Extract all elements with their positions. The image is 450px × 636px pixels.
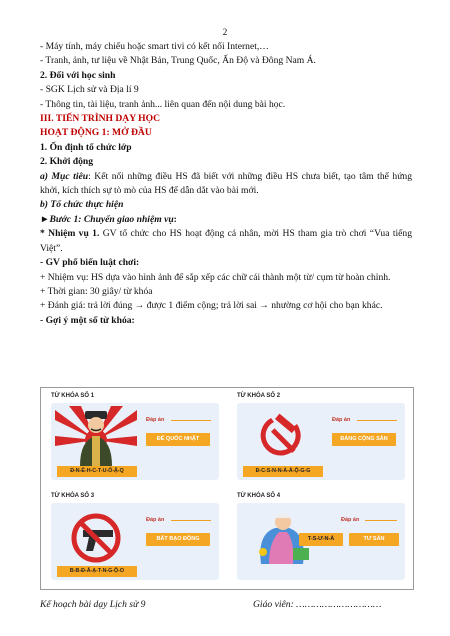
keywords-heading: - Gợi ý một số từ khóa:	[40, 314, 135, 326]
section-heading: b) Tổ chức thực hiện	[40, 199, 124, 211]
scrambled-letters: Đ-N-Ế-H-C-T-U-Ố-Ậ-Q	[57, 466, 137, 477]
keyword-panel	[51, 403, 219, 480]
keyword-title: TỪ KHÓA SỐ 4	[237, 493, 281, 499]
objective-text: : Kết nối những điều HS đã biết với những điều HS chưa biết, tạo tâm thế hứng khởi, kích thích sự tò mò của HS để dẫn dắt vào bài mới.	[40, 170, 412, 197]
text-line: + Đánh giá: trả lời đúng → được 1 điểm cộng; trả lời sai → nhường cơ hội cho bạn khác.	[40, 300, 383, 312]
task-paragraph	[40, 227, 412, 256]
step-heading	[40, 213, 412, 227]
scrambled-letters: T-S-Ư-N-Ả	[299, 533, 343, 546]
scrambled-letters: B-B-Đ-Ấ-Ạ-T-N-G-Ộ-O	[57, 566, 137, 577]
task-text: GV tổ chức cho HS hoạt động cá nhân, mời HS tham gia trò chơi “Vua tiếng Việt”.	[40, 228, 413, 254]
objective-label: a) Mục tiêu	[40, 170, 89, 182]
no-gun-icon	[55, 506, 137, 566]
keyword-title: TỪ KHÓA SỐ 1	[51, 393, 95, 399]
rules-heading: - GV phổ biến luật chơi:	[40, 257, 140, 269]
text-line: - Thông tin, tài liệu, tranh ảnh... liên quan đến nội dung bài học.	[40, 98, 286, 110]
page-number: 2	[222, 27, 228, 37]
main-heading: III. TIẾN TRÌNH DẠY HỌC	[40, 113, 161, 125]
step-label: Bước 1: Chuyển giao nhiệm vụ	[49, 213, 174, 225]
answer-divider	[171, 420, 211, 421]
keyword-panel	[51, 503, 219, 580]
task-label: * Nhiệm vụ 1.	[40, 228, 100, 240]
keyword-panel	[237, 503, 405, 580]
answer-box: ĐẢNG CỘNG SẢN	[332, 433, 396, 446]
keyword-card-4	[231, 490, 409, 584]
answer-box: ĐẾ QUỐC NHẬT	[146, 433, 210, 446]
text-line: + Thời gian: 30 giây/ từ khóa	[40, 285, 153, 297]
triangle-bullet-icon: ►	[40, 213, 50, 225]
keyword-game-image	[40, 387, 414, 590]
answer-label: Đáp án	[341, 517, 360, 523]
hammer-sickle-icon	[241, 406, 323, 466]
keyword-panel	[237, 403, 405, 480]
step-colon: :	[173, 213, 177, 225]
section-heading: 2. Đối với học sinh	[40, 69, 116, 81]
answer-box: TƯ SẢN	[349, 533, 399, 546]
text-line: - Máy tính, máy chiếu hoặc smart tivi có kết nối Internet,…	[40, 41, 269, 52]
text-line: - Tranh, ảnh, tư liệu về Nhật Bản, Trung Quốc, Ấn Độ và Đông Nam Á.	[40, 55, 316, 67]
keyword-title: TỪ KHÓA SỐ 2	[237, 393, 281, 399]
section-heading: 2. Khởi động	[40, 156, 94, 168]
answer-divider	[357, 420, 397, 421]
footer-plan-title: Kế hoạch bài dạy Lịch sử 9	[40, 599, 146, 610]
keyword-card-1	[45, 390, 223, 484]
answer-label: Đáp án	[146, 517, 165, 523]
scrambled-letters: Đ-C-S-N-N-Ả-Ả-Ộ-G-G	[243, 466, 323, 477]
answer-label: Đáp án	[332, 417, 351, 423]
text-line: - SGK Lịch sử và Địa lí 9	[40, 84, 139, 96]
answer-divider	[171, 520, 211, 521]
text-line: + Nhiệm vụ: HS dựa vào hình ảnh để sắp xếp các chữ cái thành một từ/ cụm từ hoàn chỉnh.	[40, 271, 391, 283]
answer-box: BẤT BẠO ĐỘNG	[146, 533, 210, 546]
keyword-title: TỪ KHÓA SỐ 3	[51, 493, 95, 499]
japanese-emperor-icon	[55, 406, 137, 466]
answer-label: Đáp án	[146, 417, 165, 423]
section-heading: 1. Ổn định tổ chức lớp	[40, 141, 132, 153]
activity-heading: HOẠT ĐỘNG 1: MỞ ĐẦU	[40, 127, 152, 139]
keyword-card-2	[231, 390, 409, 484]
keyword-card-3	[45, 490, 223, 584]
footer-teacher: Giáo viên: …………………………	[253, 599, 382, 610]
document-body	[40, 40, 412, 328]
answer-divider	[365, 520, 397, 521]
objective-paragraph	[40, 170, 412, 199]
